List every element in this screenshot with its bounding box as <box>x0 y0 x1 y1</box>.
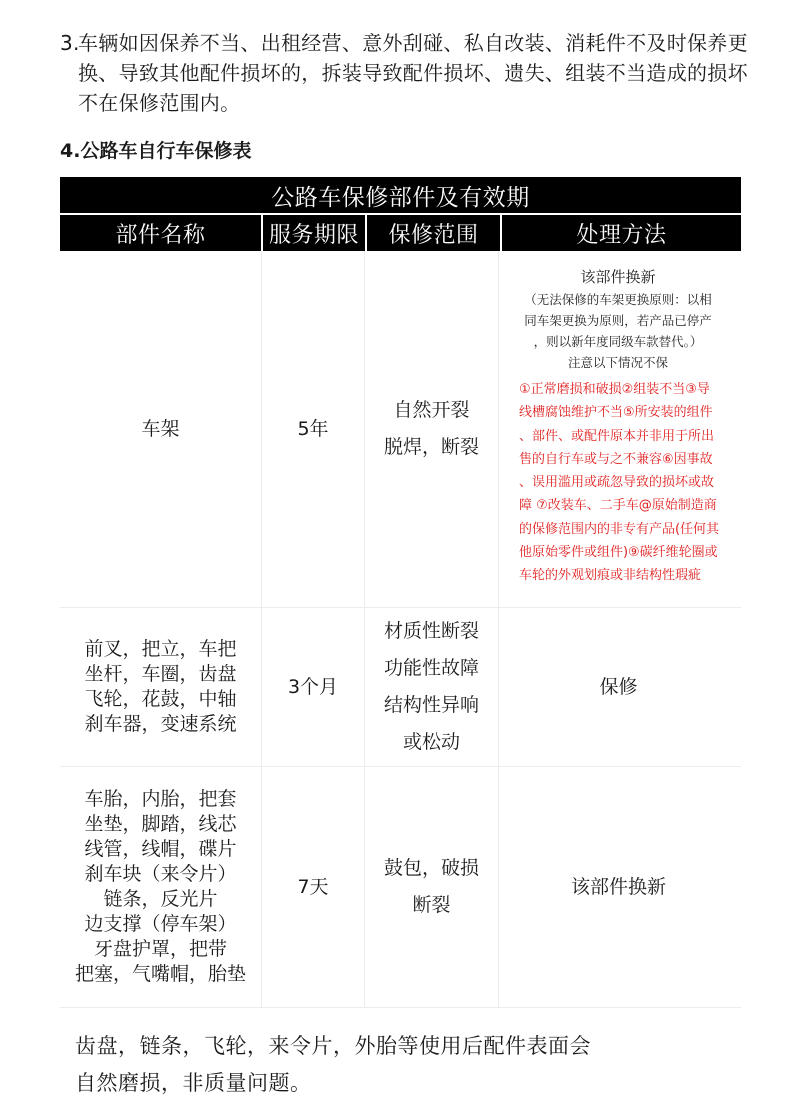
clause-line: 换、导致其他配件损坏的，拆装导致配件损坏、遗失、组装不当造成的损坏 <box>78 61 748 85</box>
part-name: 线管，线帽，碟片 <box>84 838 237 860</box>
handling-note-line: （无法保修的车架更换原则：以相 <box>524 292 712 307</box>
part-name: 牙盘护罩，把带 <box>93 938 227 960</box>
scope-line: 鼓包，破损 <box>383 857 479 879</box>
wear-notice-line: 自然磨损，非质量问题。 <box>75 1071 312 1095</box>
exclusion-line: 他原始零件或组件)⑨碳纤维轮圈或 <box>518 545 718 561</box>
part-name: 坐杆，车圈，齿盘 <box>84 663 237 685</box>
warranty-clause-3 <box>60 28 750 118</box>
exclusion-line: ①正常磨损和破损②组装不当③导 <box>518 382 710 397</box>
handling-cell: 该部件换新 <box>498 767 738 1007</box>
handling-note-line: 同车架更换为原则，若产品已停产 <box>524 313 712 328</box>
part-name: 边支撑（停车架） <box>84 913 237 935</box>
exclusion-line: 障 ⑦改装车、二手车@原始制造商 <box>518 498 717 514</box>
part-name: 刹车器，变速系统 <box>84 713 237 735</box>
handling-cell <box>498 251 737 607</box>
clause-line: 车辆如因保养不当、出租经营、意外刮碰、私自改装、消耗件不及时保养更 <box>78 31 748 55</box>
wear-notice-line: 齿盘，链条，飞轮，来令片，外胎等使用后配件表面会 <box>75 1034 591 1058</box>
scope-cell <box>364 251 498 607</box>
table-row <box>60 767 741 1008</box>
handling-note-line: ，则以新年度同级车款替代。） <box>533 334 703 349</box>
part-name: 坐垫，脚踏，线芯 <box>84 813 237 835</box>
exclusion-line: 售的自行车或与之不兼容⑥因事故 <box>518 451 713 467</box>
handling-main: 该部件换新 <box>580 268 656 286</box>
clause-number: 3. <box>60 31 80 55</box>
scope-line: 结构性异响 <box>383 694 479 716</box>
exclusion-line: 线槽腐蚀维护不当⑤所安装的组件 <box>518 405 713 421</box>
header-warranty-scope: 保修范围 <box>367 215 500 251</box>
period-cell: 5年 <box>261 251 364 607</box>
parts-cell <box>60 251 261 607</box>
clause-line: 不在保修范围内。 <box>78 91 241 115</box>
part-name: 车架 <box>141 417 180 440</box>
section-title: 4.公路车自行车保修表 <box>60 140 252 162</box>
exclusion-line: 的保修范围内的非专有产品(任何其 <box>518 521 720 537</box>
table-row <box>60 251 741 608</box>
exclusion-list <box>517 378 719 588</box>
table-row <box>60 608 741 767</box>
exclusion-line: 车轮的外观划痕或非结构性瑕疵 <box>518 568 701 584</box>
handling-cell: 保修 <box>498 608 738 766</box>
period-cell: 7天 <box>261 767 364 1007</box>
scope-line: 功能性故障 <box>383 657 479 679</box>
part-name: 链条，反光片 <box>103 888 218 910</box>
part-name: 刹车块（来令片） <box>84 863 237 885</box>
table-header-row <box>60 215 741 251</box>
wear-notice <box>75 1028 715 1102</box>
part-name: 飞轮，花鼓，中轴 <box>84 688 237 710</box>
scope-line: 断裂 <box>412 894 451 916</box>
parts-cell <box>60 767 261 1007</box>
exclusion-line: 、部件、或配件原本并非用于所出 <box>518 428 714 444</box>
table-title: 公路车保修部件及有效期 <box>60 177 741 213</box>
part-name: 车胎，内胎，把套 <box>84 788 237 810</box>
scope-line: 材质性断裂 <box>383 620 479 642</box>
scope-line: 或松动 <box>402 731 460 753</box>
parts-cell <box>60 608 261 766</box>
scope-cell <box>364 608 498 766</box>
period-cell: 3个月 <box>261 608 364 766</box>
handling-warning: 注意以下情况不保 <box>567 355 668 370</box>
header-part-name: 部件名称 <box>60 215 261 251</box>
scope-cell <box>364 767 498 1007</box>
header-service-period: 服务期限 <box>263 215 365 251</box>
part-name: 前叉，把立，车把 <box>84 638 237 660</box>
scope-line: 自然开裂 <box>393 399 470 421</box>
header-handling-method: 处理方法 <box>502 215 741 251</box>
scope-line: 脱焊，断裂 <box>383 436 479 458</box>
part-name: 把塞，气嘴帽，胎垫 <box>74 963 246 985</box>
exclusion-line: 、误用滥用或疏忽导致的损坏或故 <box>518 475 714 491</box>
warranty-table <box>60 177 741 1008</box>
